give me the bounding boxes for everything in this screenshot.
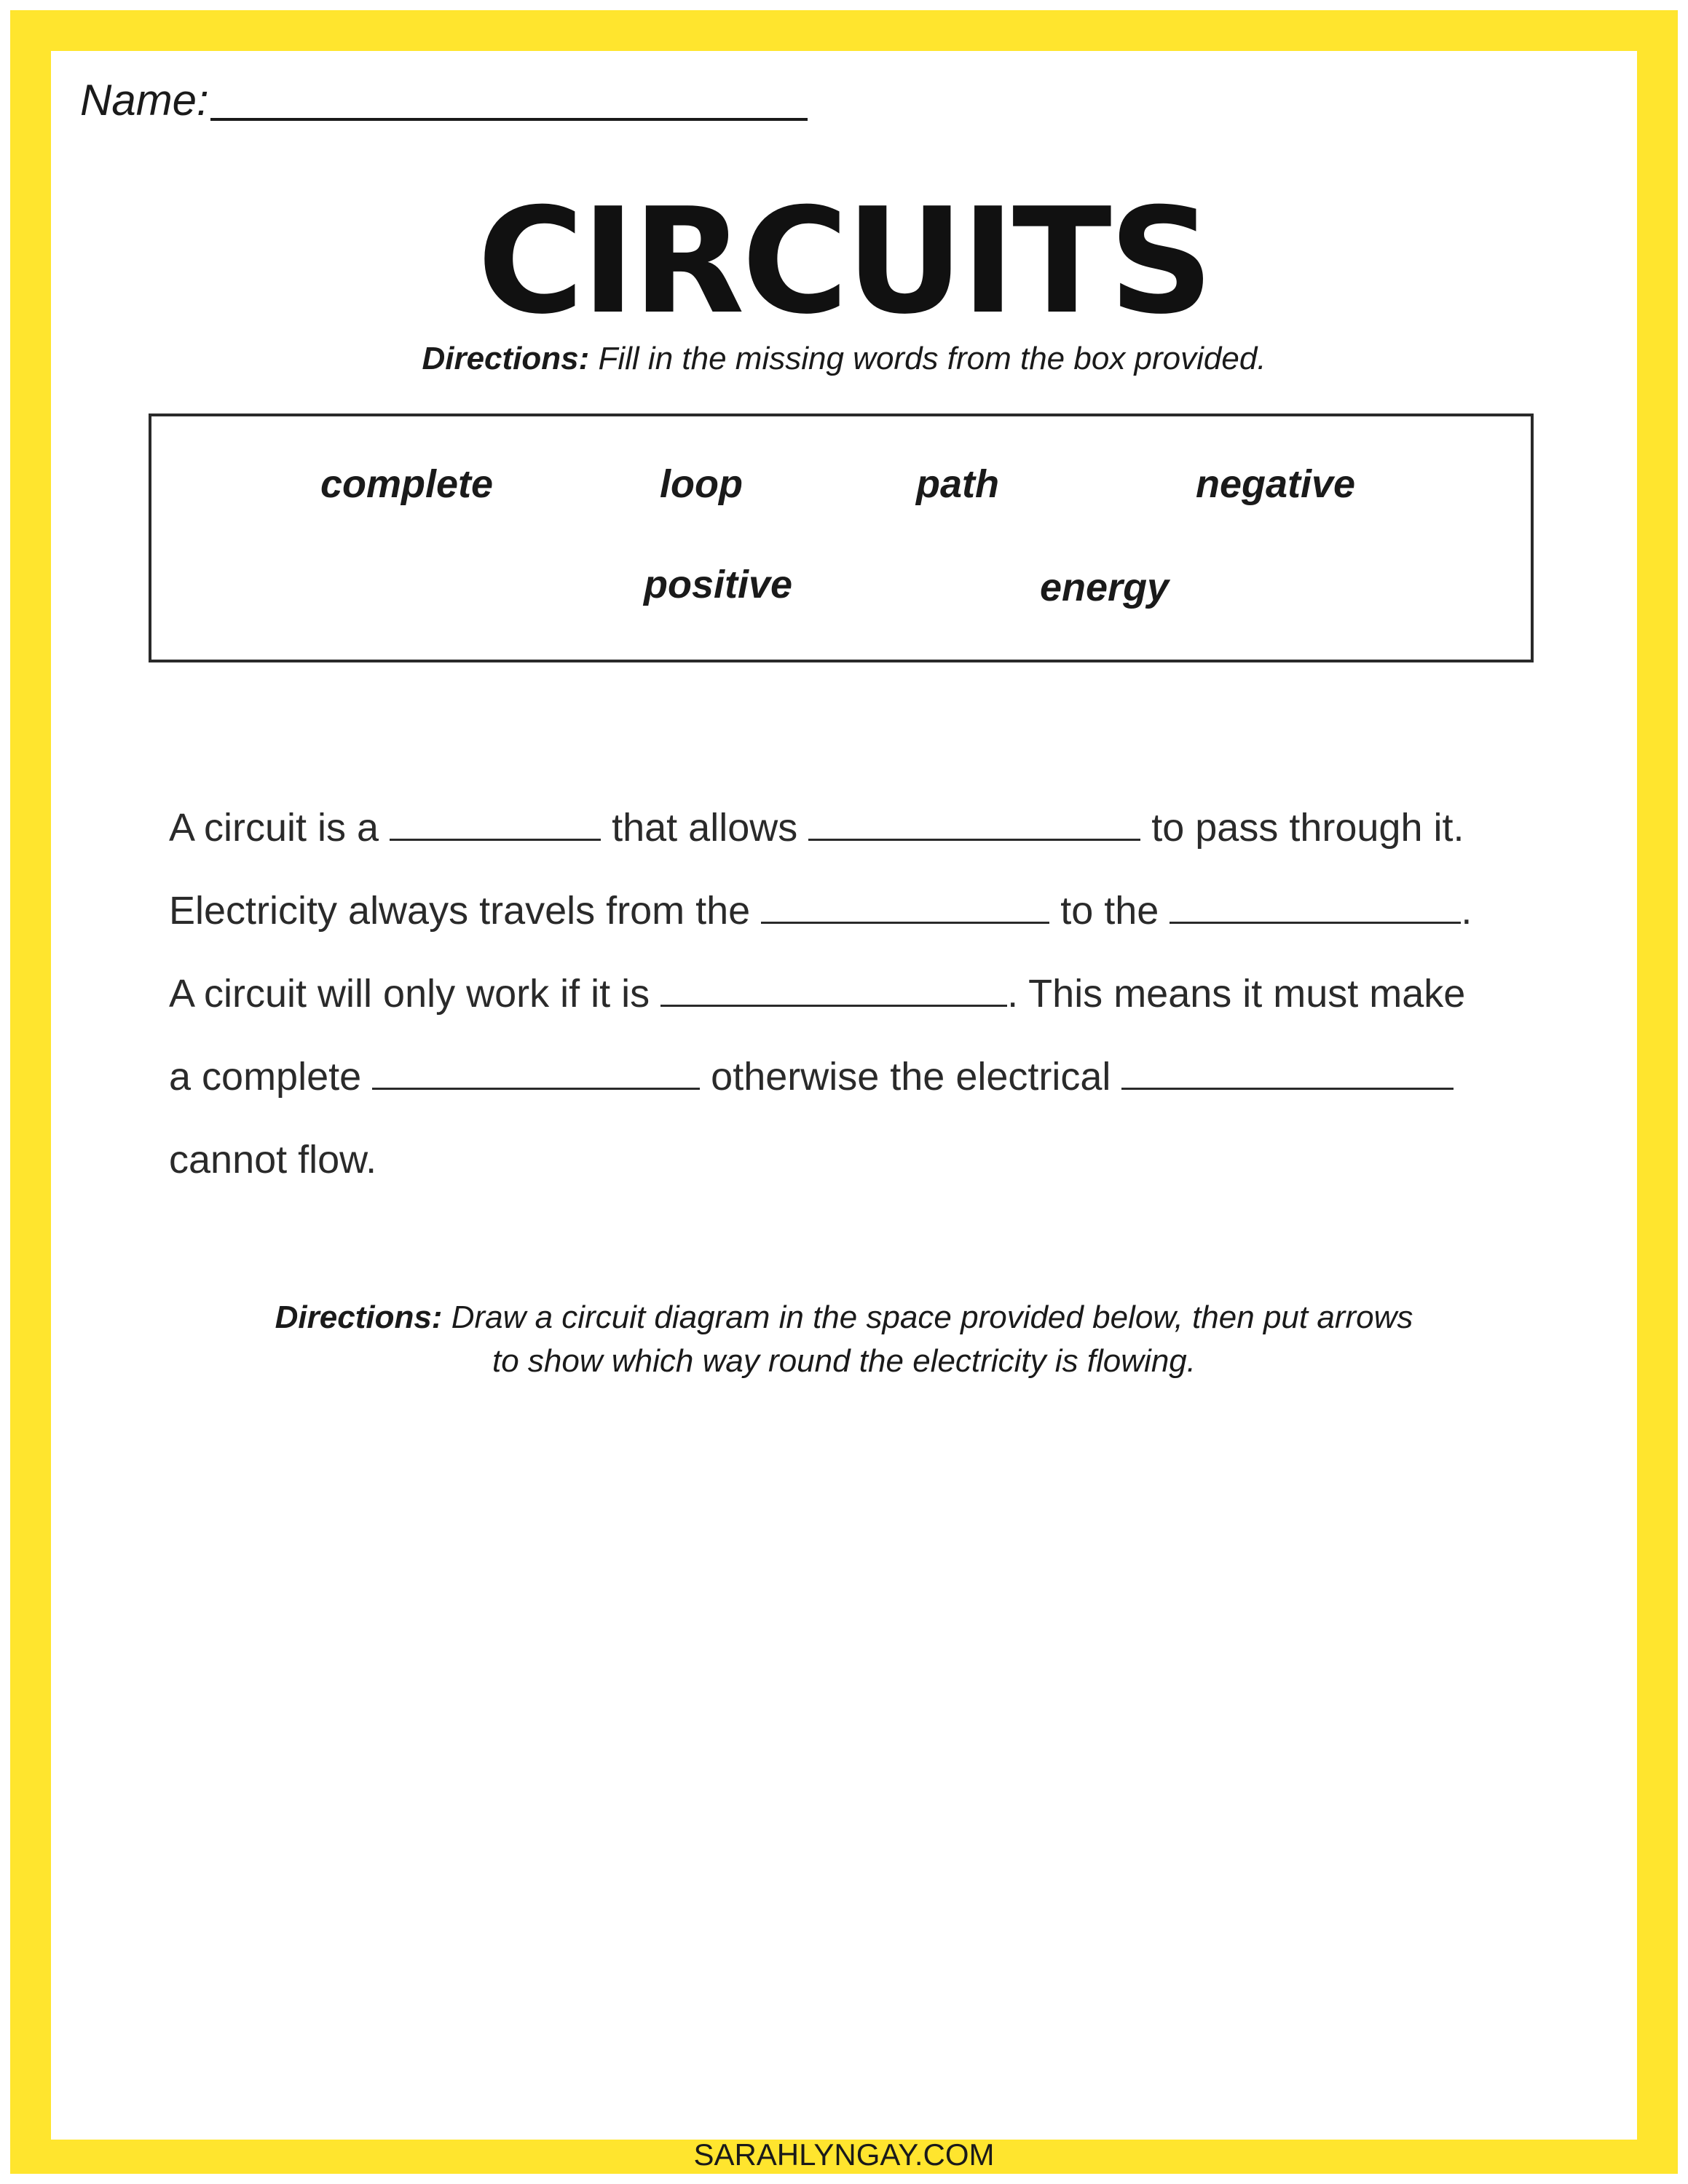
sentence-text: .: [1461, 889, 1472, 933]
directions-text: Fill in the missing words from the box provided.: [589, 341, 1266, 376]
blank-field[interactable]: [372, 1054, 700, 1090]
directions-draw: [0, 1296, 1688, 1383]
word-bank-item: positive: [644, 563, 793, 606]
sentence-text: a complete: [169, 1055, 373, 1099]
footer-site: SARAHLYNGAY.COM: [693, 2137, 995, 2172]
paragraph-line: [169, 952, 1538, 1035]
name-label: Name:: [80, 76, 209, 124]
sentence-text: that allows: [601, 806, 809, 850]
word-bank-item: path: [916, 462, 999, 506]
paragraph-line: [169, 1118, 1538, 1201]
page-title: CIRCUITS: [477, 177, 1211, 347]
word-bank-item: negative: [1196, 462, 1356, 506]
sentence-text: A circuit will only work if it is: [169, 972, 661, 1016]
blank-field[interactable]: [390, 805, 601, 841]
paragraph-line: [169, 869, 1538, 952]
word-bank-item: loop: [660, 462, 743, 506]
blank-field[interactable]: [761, 888, 1049, 924]
sentence-text: otherwise the electrical: [700, 1055, 1122, 1099]
sentence-text: A circuit is a: [169, 806, 390, 850]
word-bank-item: energy: [1040, 566, 1170, 609]
circuit-drawing-area[interactable]: [149, 1420, 1534, 2075]
name-row: [80, 76, 808, 124]
blank-field[interactable]: [808, 805, 1140, 841]
sentence-text: to pass through it.: [1140, 806, 1464, 850]
blank-field[interactable]: [1121, 1054, 1454, 1090]
blank-field[interactable]: [1170, 888, 1461, 924]
sentence-text: to the: [1049, 889, 1170, 933]
directions-draw-line-2: to show which way round the electricity is flowing.: [492, 1343, 1196, 1379]
directions-text: Draw a circuit diagram in the space provided below, then put arrows: [442, 1299, 1413, 1335]
sentence-text: . This means it must make: [1007, 972, 1466, 1016]
word-bank-box: [149, 414, 1534, 662]
sentence-text: Electricity always travels from the: [169, 889, 762, 933]
name-field[interactable]: [210, 118, 808, 121]
paragraph-line: [169, 786, 1538, 869]
sentence-text: cannot flow.: [169, 1138, 377, 1182]
paragraph-line: [169, 1035, 1538, 1118]
directions-fill-in: [0, 341, 1688, 377]
directions-label: Directions:: [275, 1299, 443, 1335]
fill-in-paragraph: [169, 786, 1538, 1201]
word-bank-item: complete: [320, 462, 494, 506]
directions-draw-line-1: [0, 1296, 1688, 1340]
blank-field[interactable]: [660, 971, 1007, 1007]
directions-label: Directions:: [422, 341, 590, 376]
